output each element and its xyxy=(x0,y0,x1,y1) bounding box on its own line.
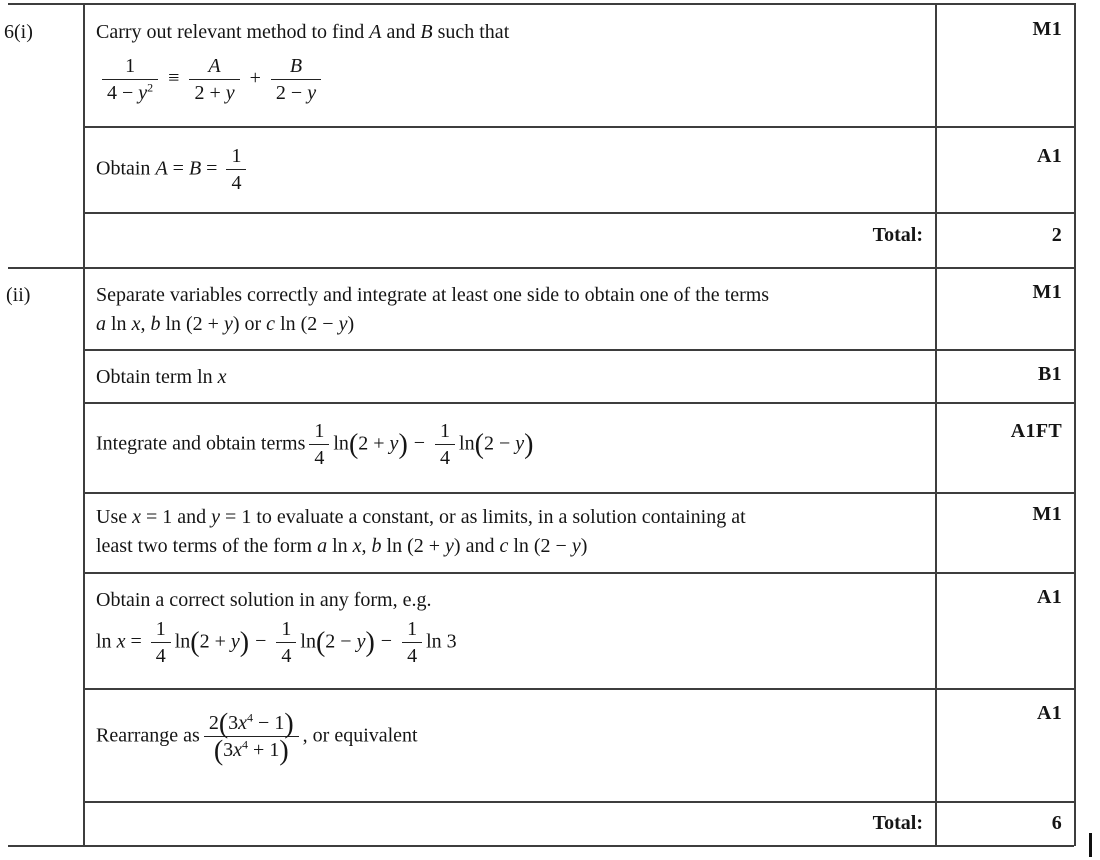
text-segment: , or equivalent xyxy=(302,724,418,747)
mark-a1ft: A1FT xyxy=(1010,420,1062,442)
text-cursor-mark xyxy=(1089,833,1092,857)
equiv-sign: ≡ xyxy=(168,67,180,90)
mark-m1: M1 xyxy=(1032,503,1062,525)
variable-a: a xyxy=(96,313,106,335)
numerator xyxy=(204,708,299,740)
text-segment: ) xyxy=(580,535,588,557)
row-divider xyxy=(83,402,1074,404)
section-divider xyxy=(8,267,1074,269)
total-label: Total: xyxy=(872,812,923,834)
variable-y: y xyxy=(211,506,221,528)
table-border-top xyxy=(8,3,1074,5)
numerator: 1 xyxy=(402,618,422,643)
variable-A: A xyxy=(155,157,168,180)
row8-description-line1 xyxy=(96,586,928,615)
denominator xyxy=(204,735,299,767)
ln-operator: ln xyxy=(174,630,191,653)
mark-a1: A1 xyxy=(1036,145,1062,167)
variable-x: x xyxy=(238,712,248,734)
ln-3-term: ln 3 xyxy=(426,630,457,653)
column-divider-question xyxy=(83,3,85,846)
row1-formula xyxy=(98,55,325,105)
variable-x: x xyxy=(352,535,362,557)
mark-a1: A1 xyxy=(1036,586,1062,608)
question-number-6i: 6(i) xyxy=(4,21,33,43)
variable-A: A xyxy=(369,21,382,43)
text-segment: , xyxy=(140,313,151,335)
mark-m1: M1 xyxy=(1032,18,1062,40)
variable-x: x xyxy=(233,739,243,762)
mark-b1: B1 xyxy=(1038,363,1062,385)
row-divider xyxy=(83,801,1074,803)
minus-sign: − xyxy=(380,630,393,653)
text-segment: and xyxy=(381,21,421,43)
row-divider xyxy=(83,126,1074,128)
ln-operator: ln xyxy=(459,432,475,455)
text-segment: ) and xyxy=(453,535,500,557)
ln-operator: ln xyxy=(333,432,349,455)
fraction-1-over-4 xyxy=(151,618,171,668)
fraction-rearranged xyxy=(204,708,299,767)
text-segment: Carry out relevant method to find xyxy=(96,21,370,43)
numerator: B xyxy=(271,55,321,80)
table-border-bottom xyxy=(8,845,1074,847)
exponent: 4 xyxy=(247,710,254,725)
variable-b: b xyxy=(150,313,161,335)
text-segment: least two terms of the form xyxy=(96,535,318,557)
equals-sign: = xyxy=(125,630,147,653)
variable-y: y xyxy=(389,432,399,455)
text-segment: 2 − xyxy=(483,432,516,455)
text-segment: ) or xyxy=(232,313,267,335)
row8-formula xyxy=(96,618,457,668)
open-paren: ( xyxy=(190,626,200,658)
open-paren: ( xyxy=(348,428,359,460)
variable-y: y xyxy=(356,630,366,653)
numerator: 1 xyxy=(276,618,296,643)
variable-B: B xyxy=(420,21,433,43)
denominator: 4 xyxy=(281,645,292,668)
variable-y: y xyxy=(338,313,348,335)
total-value-6: 6 xyxy=(1051,812,1062,834)
text-segment: − 1 xyxy=(253,712,285,734)
fraction-B-over-2-minus-y xyxy=(271,55,321,105)
text-segment: such that xyxy=(432,21,510,43)
text-segment: 4 − xyxy=(107,82,139,105)
total-value-2: 2 xyxy=(1051,224,1062,246)
text-segment: Rearrange as xyxy=(96,724,200,747)
numerator: 1 xyxy=(435,420,455,445)
fraction-1-over-4 xyxy=(309,420,329,470)
row4-description xyxy=(96,281,928,339)
exponent: 4 xyxy=(242,737,249,752)
text-segment: 2 + xyxy=(199,630,231,653)
denominator: 4 xyxy=(407,645,418,668)
text-segment: Obtain term ln xyxy=(96,366,218,388)
exponent: 2 xyxy=(147,80,154,95)
denominator xyxy=(271,80,321,104)
text-segment: ) xyxy=(347,313,355,335)
mark-a1: A1 xyxy=(1036,702,1062,724)
variable-y: y xyxy=(225,82,235,105)
text-segment: ln (2 + xyxy=(160,313,224,335)
fraction-1-over-4-minus-y2 xyxy=(102,55,158,105)
table-border-right xyxy=(1074,3,1076,846)
denominator xyxy=(189,80,239,104)
variable-a: a xyxy=(317,535,328,557)
close-paren: ) xyxy=(524,428,534,460)
variable-y: y xyxy=(223,313,233,335)
text-segment: ln (2 − xyxy=(508,535,572,557)
variable-b: b xyxy=(371,535,382,557)
text-segment: 2 xyxy=(208,712,219,734)
open-paren: ( xyxy=(213,735,224,767)
row2-description xyxy=(96,145,250,195)
close-paren: ) xyxy=(284,708,294,740)
text-segment: + 1 xyxy=(248,739,280,762)
total-label: Total: xyxy=(872,224,923,246)
open-paren: ( xyxy=(218,708,229,740)
minus-sign: − xyxy=(255,630,267,653)
variable-y: y xyxy=(445,535,454,557)
fraction-A-over-2-plus-y xyxy=(189,55,239,105)
denominator: 4 xyxy=(231,172,242,195)
row-divider xyxy=(83,349,1074,351)
text-segment: = xyxy=(167,157,189,180)
minus-sign: − xyxy=(413,432,426,455)
open-paren: ( xyxy=(315,626,326,658)
text-segment: 2 − xyxy=(325,630,357,653)
text-segment: Use xyxy=(96,506,133,528)
numerator: 1 xyxy=(309,420,329,445)
numerator: 1 xyxy=(102,55,158,80)
text-segment: Obtain xyxy=(96,157,156,180)
text-segment: 3 xyxy=(223,739,234,762)
row-divider xyxy=(83,492,1074,494)
denominator: 4 xyxy=(440,447,451,470)
close-paren: ) xyxy=(279,735,289,767)
mark-m1: M1 xyxy=(1032,281,1062,303)
text-segment: 3 xyxy=(228,712,239,734)
close-paren: ) xyxy=(365,626,375,658)
row6-description xyxy=(96,420,533,470)
denominator: 4 xyxy=(314,447,325,470)
open-paren: ( xyxy=(474,428,484,460)
variable-y: y xyxy=(515,432,525,455)
variable-x: x xyxy=(131,313,141,335)
variable-x: x xyxy=(116,630,126,653)
row1-description xyxy=(96,18,926,47)
denominator: 4 xyxy=(155,645,166,668)
question-number-ii: (ii) xyxy=(6,284,31,306)
numerator: 1 xyxy=(151,618,171,643)
fraction-1-over-4 xyxy=(402,618,422,668)
text-segment: ln xyxy=(106,313,132,335)
text-line: Obtain a correct solution in any form, e.g. xyxy=(96,589,432,611)
row9-description xyxy=(96,708,418,767)
row-divider xyxy=(83,688,1074,690)
variable-B: B xyxy=(188,157,202,180)
text-segment: = 1 and xyxy=(141,506,212,528)
ln-operator: ln xyxy=(300,630,316,653)
column-divider-marks xyxy=(935,3,937,846)
variable-x: x xyxy=(132,506,141,528)
text-segment: Integrate and obtain terms xyxy=(96,432,306,455)
text-segment: 2 + xyxy=(194,82,226,105)
text-segment: 2 + xyxy=(358,432,390,455)
numerator: 1 xyxy=(226,145,246,170)
variable-y: y xyxy=(138,82,148,105)
text-segment: ln (2 + xyxy=(381,535,446,557)
fraction-1-over-4 xyxy=(435,420,455,470)
variable-c: c xyxy=(499,535,509,557)
plus-sign: + xyxy=(249,67,261,90)
close-paren: ) xyxy=(398,428,408,460)
ln-operator: ln xyxy=(96,630,117,653)
text-line: Separate variables correctly and integrate at least one side to obtain one of the terms xyxy=(96,284,770,306)
text-segment: , xyxy=(361,535,372,557)
numerator: A xyxy=(189,55,239,80)
variable-y: y xyxy=(230,630,240,653)
row-divider xyxy=(83,212,1074,214)
row-divider xyxy=(83,572,1074,574)
variable-y: y xyxy=(571,535,581,557)
variable-y: y xyxy=(307,82,317,105)
fraction-1-over-4 xyxy=(276,618,296,668)
variable-x: x xyxy=(217,366,227,388)
text-segment: = 1 to evaluate a constant, or as limits, in a solution containing at xyxy=(220,506,746,528)
variable-c: c xyxy=(266,313,276,335)
close-paren: ) xyxy=(239,626,250,658)
text-segment: ln xyxy=(327,535,353,557)
row7-description xyxy=(96,503,928,561)
text-segment: = xyxy=(201,157,223,180)
text-segment: ln (2 − xyxy=(275,313,339,335)
denominator xyxy=(102,80,158,104)
fraction-1-over-4 xyxy=(226,145,246,195)
row5-description xyxy=(96,363,227,392)
text-segment: 2 − xyxy=(275,82,308,105)
